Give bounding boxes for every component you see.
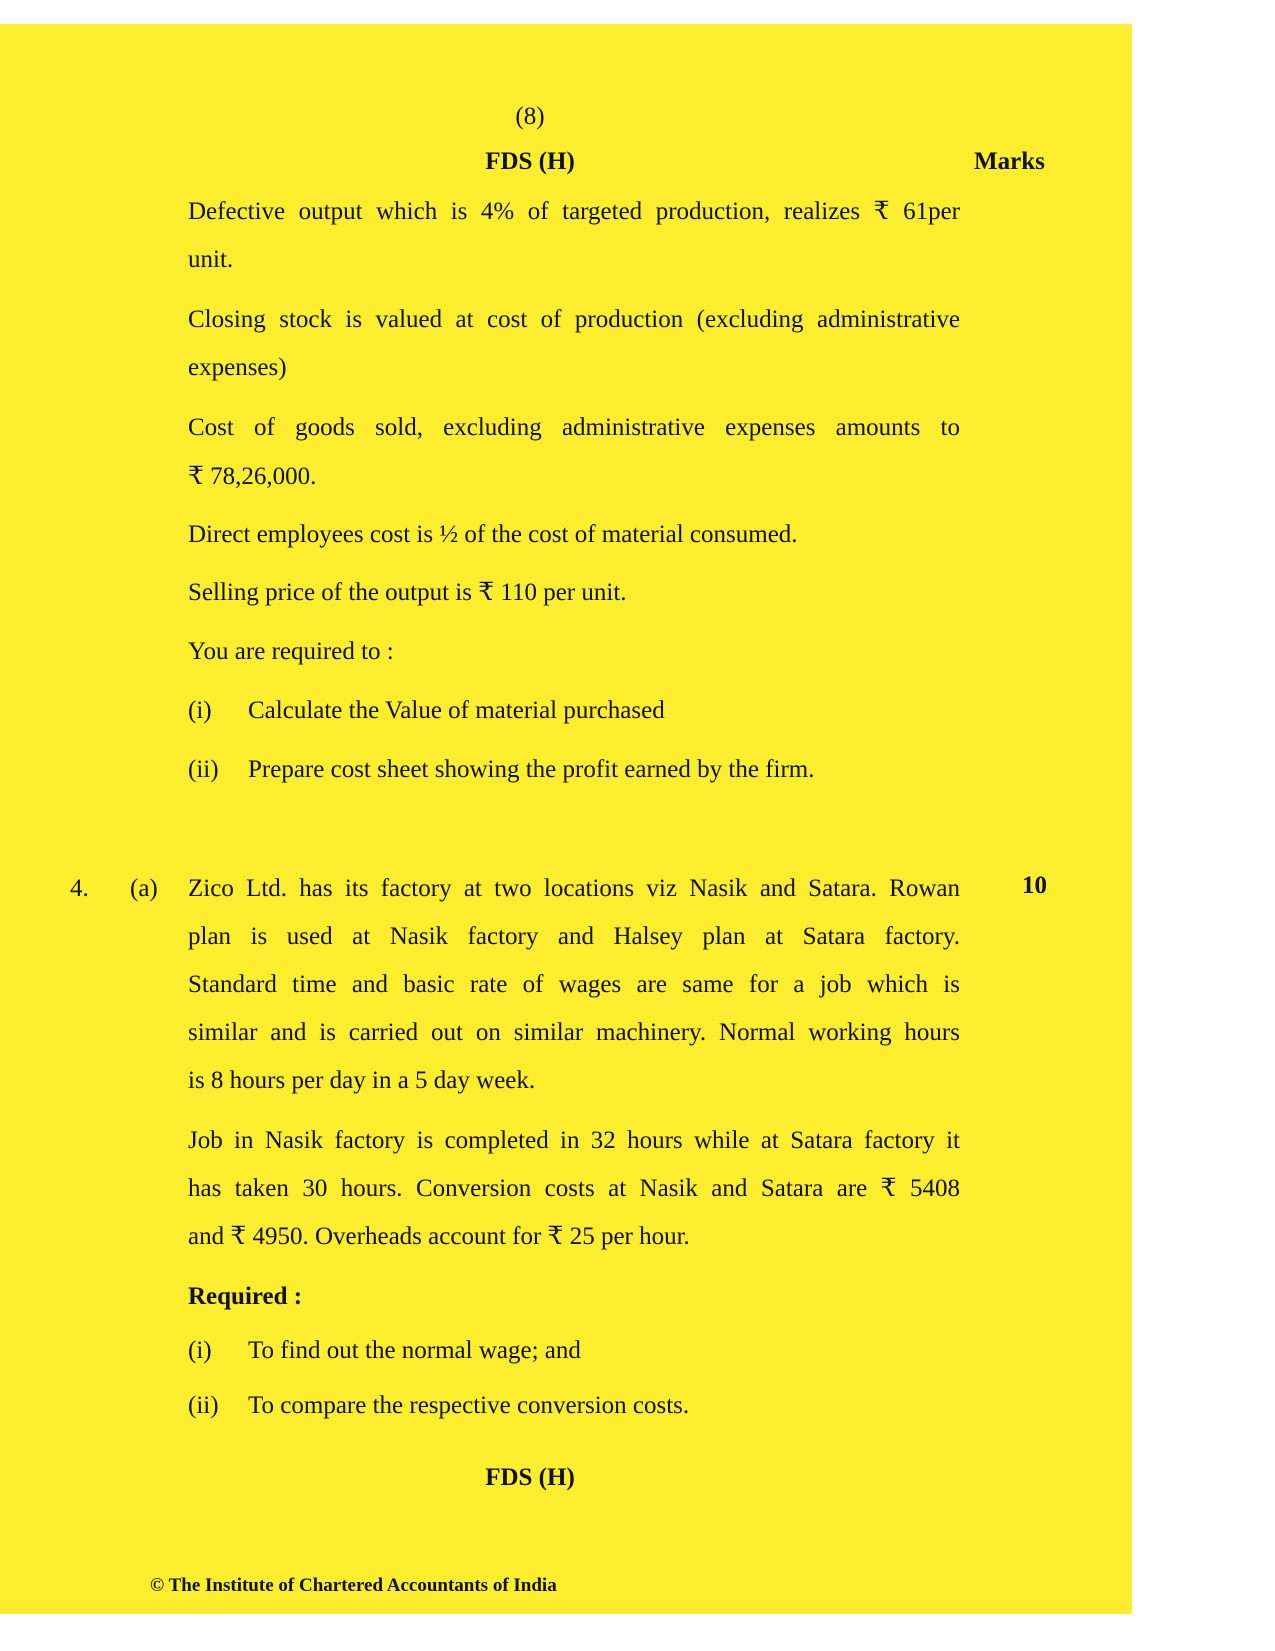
question-line: is 8 hours per day in a 5 day week. [188, 1067, 536, 1094]
requirement-number: (ii) [188, 1392, 219, 1419]
requirement-text: Prepare cost sheet showing the profit earned by the firm. [248, 756, 815, 783]
question-part: (a) [130, 875, 158, 902]
defective-output-line: Defective output which is 4% of targeted production, realizes ₹ 61per [188, 198, 960, 225]
question-number: 4. [70, 875, 89, 902]
direct-employees-cost: Direct employees cost is ½ of the cost of material consumed. [188, 521, 798, 548]
question-line: Zico Ltd. has its factory at two locations viz Nasik and Satara. Rowan [188, 875, 960, 902]
page-number: (8) [515, 103, 545, 130]
question-line: has taken 30 hours. Conversion costs at Nasik and Satara are ₹ 5408 [188, 1175, 960, 1202]
closing-stock-line-end: expenses) [188, 354, 287, 381]
paper-code-footer: FDS (H) [485, 1464, 575, 1491]
requirement-text: Calculate the Value of material purchased [248, 697, 665, 724]
question-marks: 10 [1022, 872, 1047, 899]
required-heading: Required : [188, 1283, 303, 1310]
requirement-number: (i) [188, 1337, 212, 1364]
question-line: and ₹ 4950. Overheads account for ₹ 25 per hour. [188, 1223, 690, 1250]
required-intro: You are required to : [188, 638, 394, 665]
selling-price: Selling price of the output is ₹ 110 per unit. [188, 579, 627, 606]
question-line: plan is used at Nasik factory and Halsey plan at Satara factory. [188, 923, 960, 950]
requirement-number: (ii) [188, 756, 219, 783]
paper-code-header: FDS (H) [485, 148, 575, 175]
copyright-notice: © The Institute of Chartered Accountants of India [150, 1575, 557, 1596]
requirement-number: (i) [188, 697, 212, 724]
requirement-text: To compare the respective conversion costs. [248, 1392, 690, 1419]
exam-page [0, 24, 1132, 1614]
defective-output-line-end: unit. [188, 246, 234, 273]
question-line: similar and is carried out on similar machinery. Normal working hours [188, 1019, 960, 1046]
question-line: Standard time and basic rate of wages are same for a job which is [188, 971, 960, 998]
requirement-text: To find out the normal wage; and [248, 1337, 581, 1364]
marks-heading: Marks [974, 148, 1045, 175]
cogs-line: Cost of goods sold, excluding administrative expenses amounts to [188, 414, 960, 441]
cogs-amount: ₹ 78,26,000. [188, 463, 317, 490]
question-line: Job in Nasik factory is completed in 32 hours while at Satara factory it [188, 1127, 960, 1154]
closing-stock-line: Closing stock is valued at cost of production (excluding administrative [188, 306, 960, 333]
